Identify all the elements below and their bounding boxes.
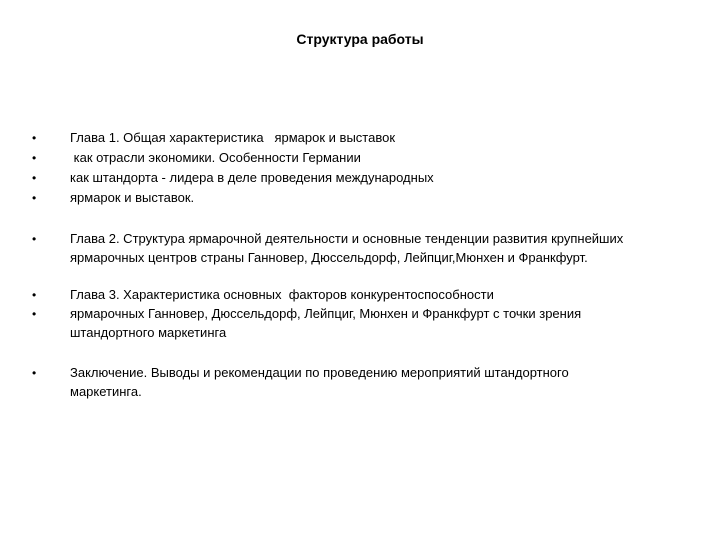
list-item-text: маркетинга. — [70, 384, 142, 399]
bullet-icon: • — [32, 191, 37, 205]
list-item-text: ярмарочных центров страны Ганновер, Дюссельдорф, Лейпциг,Мюнхен и Франкфурт. — [70, 250, 588, 265]
bullet-icon: • — [32, 232, 37, 246]
bullet-icon: • — [32, 171, 37, 185]
bullet-icon: • — [32, 288, 37, 302]
bullet-icon: • — [32, 131, 37, 145]
bullet-icon: • — [32, 307, 37, 321]
list-item-text: Глава 3. Характеристика основных факторов конкурентоспособности — [70, 287, 494, 302]
page-title: Структура работы — [296, 31, 424, 47]
list-item-text: ярмарок и выставок. — [70, 190, 195, 205]
list-item-text: штандортного маркетинга — [70, 325, 227, 340]
list-item-text: как штандорта - лидера в деле проведения международных — [70, 170, 434, 185]
list-item-text: Глава 2. Структура ярмарочной деятельности и основные тенденции развития крупнейших — [70, 231, 624, 246]
list-item-text: Заключение. Выводы и рекомендации по проведению мероприятий штандортного — [70, 365, 569, 380]
list-item-text: Глава 1. Общая характеристика ярмарок и выставок — [70, 130, 396, 145]
list-item-text: ярмарочных Ганновер, Дюссельдорф, Лейпциг, Мюнхен и Франкфурт с точки зрения — [70, 306, 582, 321]
bullet-icon: • — [32, 366, 37, 380]
list-item-text: как отрасли экономики. Особенности Германии — [70, 150, 361, 165]
bullet-icon: • — [32, 151, 37, 165]
